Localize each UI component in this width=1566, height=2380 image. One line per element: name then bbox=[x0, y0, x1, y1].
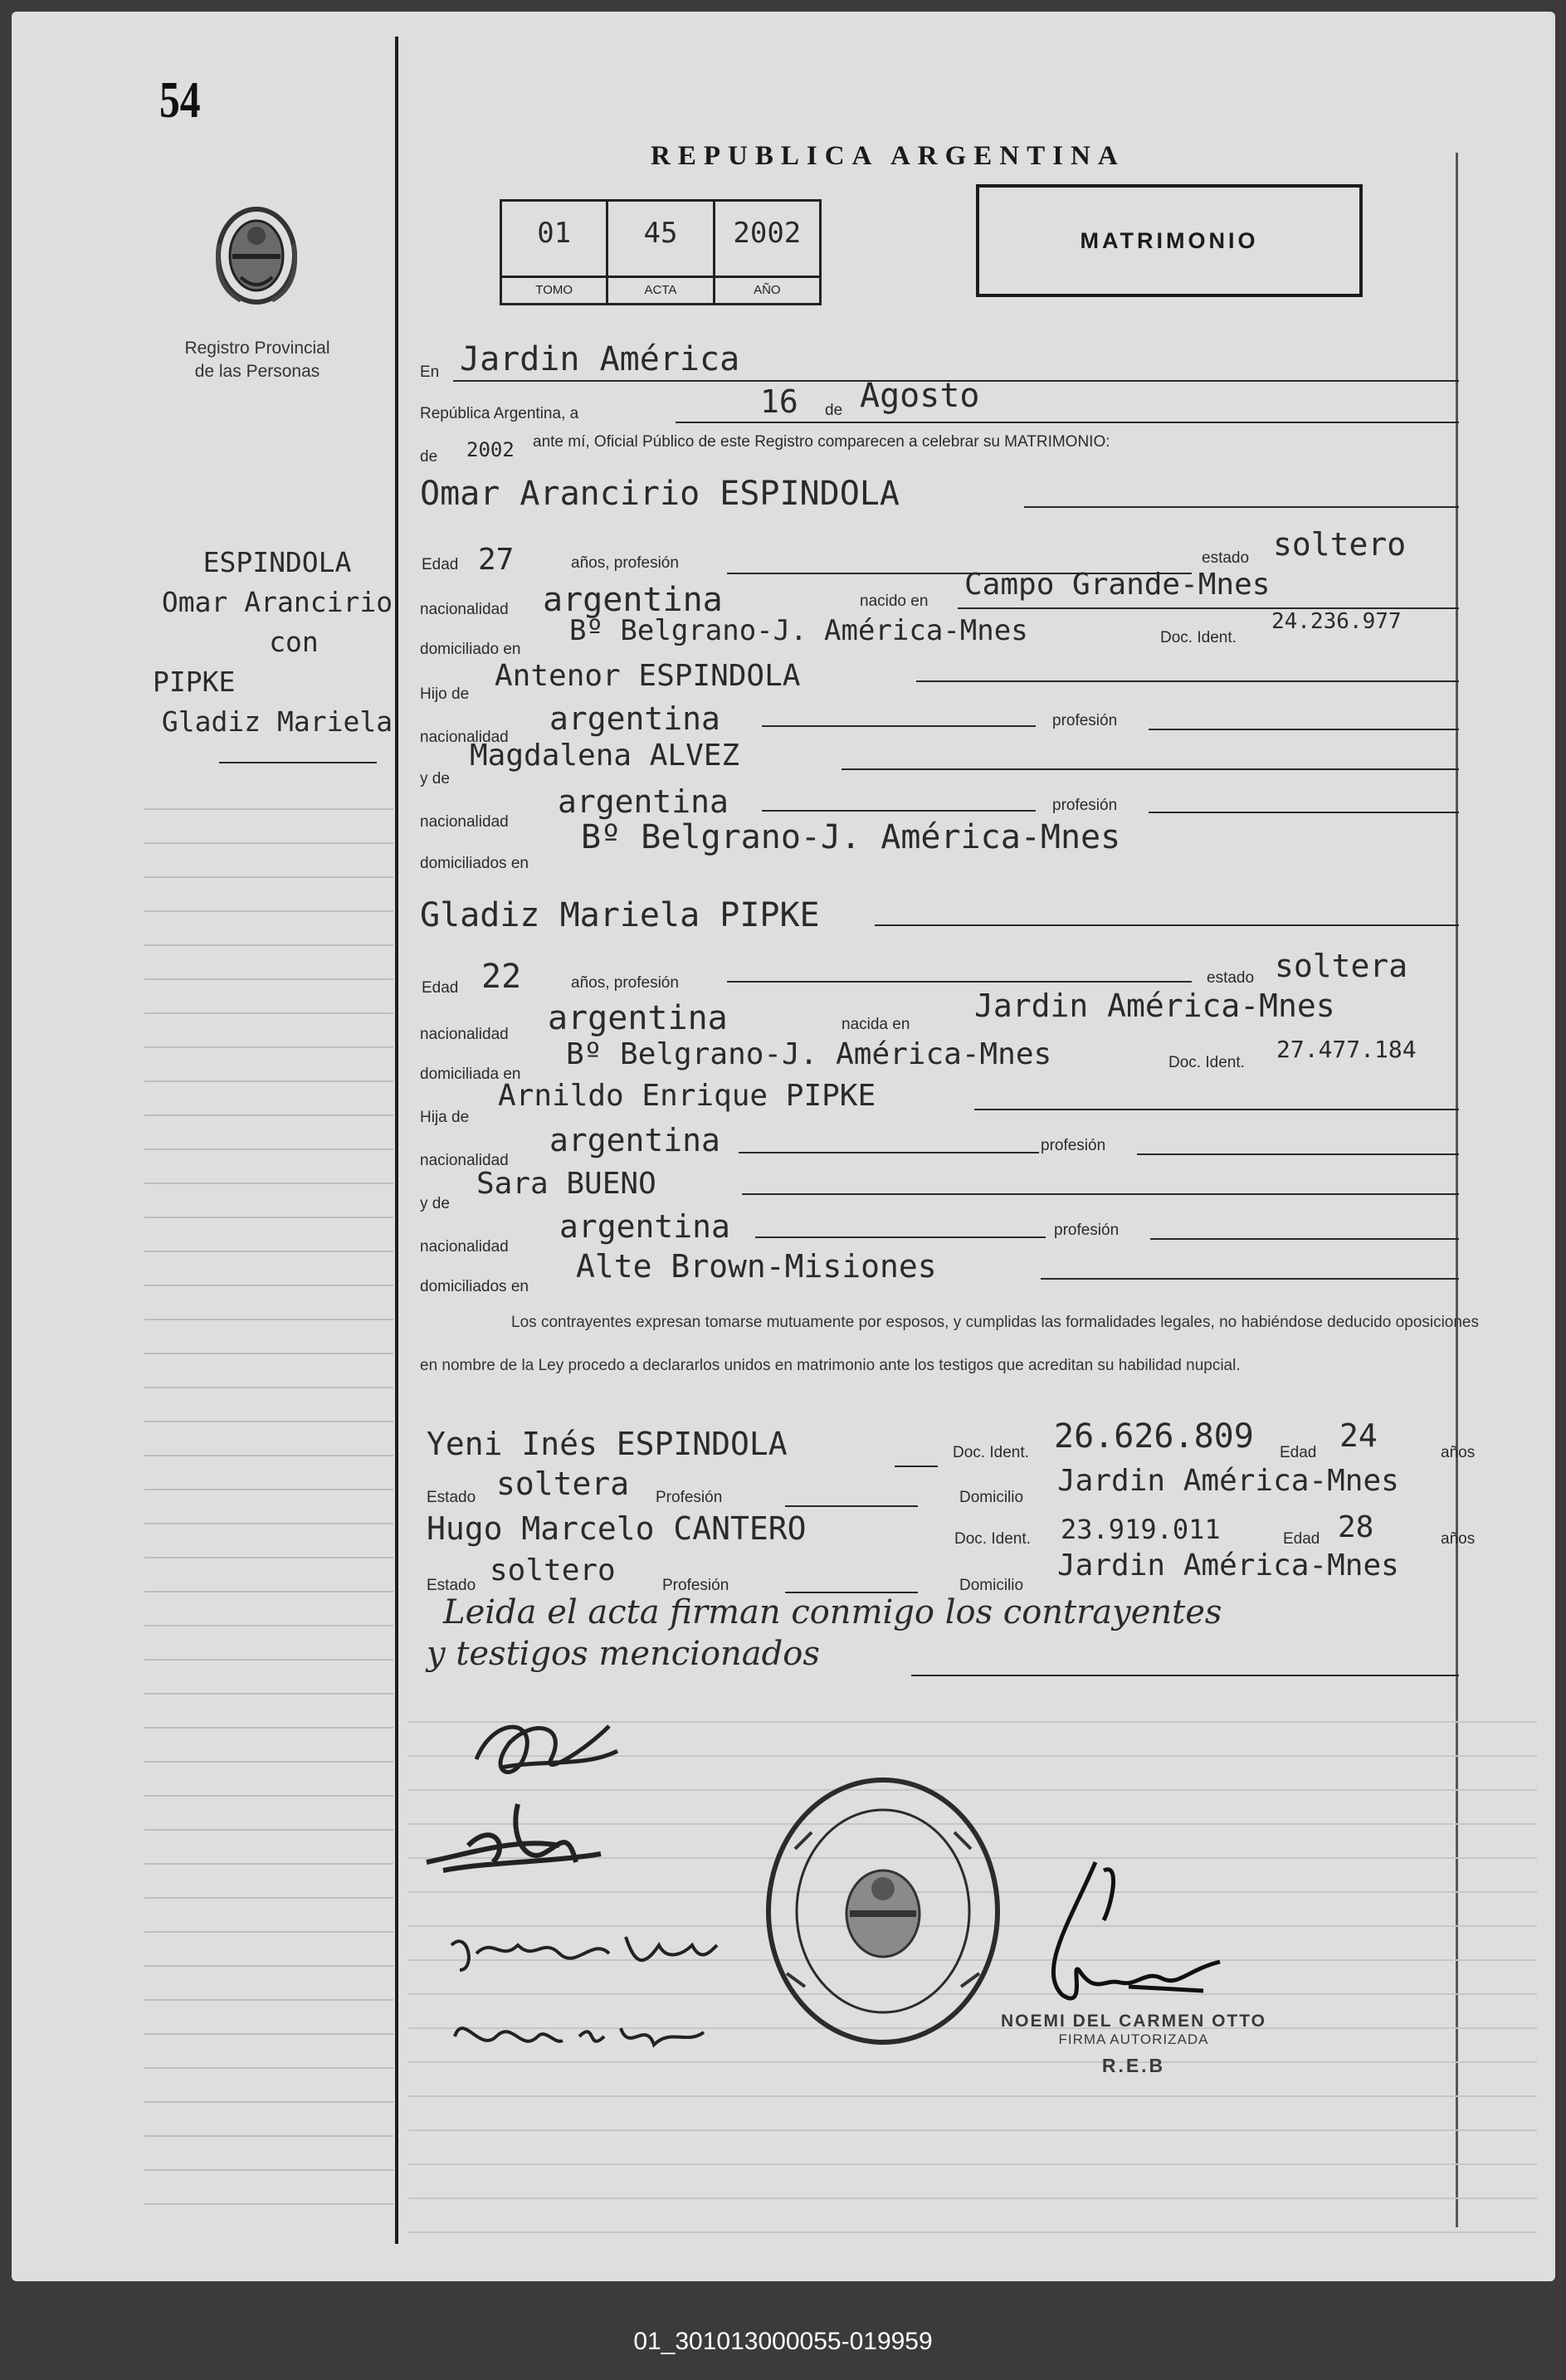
groom-doc-label: Doc. Ident. bbox=[1160, 629, 1237, 646]
margin-rule bbox=[144, 1046, 393, 1048]
bride-father-underline bbox=[974, 1109, 1459, 1110]
bride-doc-label: Doc. Ident. bbox=[1168, 1054, 1245, 1071]
groom-hijo-label: Hijo de bbox=[420, 685, 470, 703]
margin-rule bbox=[144, 1557, 393, 1558]
margin-rule bbox=[144, 842, 393, 844]
bride-parents-dom-value: Alte Brown-Misiones bbox=[576, 1248, 937, 1285]
legal-declaration-text: Los contrayentes expresan tomarse mutuamente por esposos, y cumplidas las formalidades legales, no habiéndose deducido oposiciones en nombre de la Ley procedo a declararlos unidos en matrimonio ante los testigos que acreditan su habilidad nupcial. bbox=[420, 1314, 1479, 1374]
margin-rule bbox=[144, 1591, 393, 1592]
de-label: de bbox=[825, 402, 843, 419]
groom-father-nac-underline bbox=[762, 725, 1036, 727]
margin-rule bbox=[144, 1421, 393, 1422]
witness-1-name: Yeni Inés ESPINDOLA bbox=[427, 1426, 788, 1462]
signature-groom bbox=[460, 1701, 626, 1801]
margin-note-line: PIPKE bbox=[153, 666, 236, 698]
witness-2-estado-label: Estado bbox=[427, 1577, 476, 1594]
body-rule bbox=[408, 2163, 1537, 2165]
bride-name-underline bbox=[875, 924, 1459, 926]
bride-yde-label: y de bbox=[420, 1195, 450, 1212]
witness-1-dom-value: Jardin América-Mnes bbox=[1057, 1464, 1399, 1498]
official-seal-icon bbox=[762, 1774, 1004, 2048]
official-name: NOEMI DEL CARMEN OTTO bbox=[1000, 2012, 1267, 2031]
margin-rule bbox=[144, 1183, 393, 1184]
margin-rule bbox=[144, 2033, 393, 2035]
margin-rule bbox=[144, 1114, 393, 1116]
body-rule bbox=[408, 2197, 1537, 2199]
margin-rule bbox=[144, 1761, 393, 1763]
date-underline bbox=[676, 422, 1459, 423]
groom-father-name: Antenor ESPINDOLA bbox=[495, 659, 801, 693]
margin-divider bbox=[395, 37, 398, 2244]
margin-note bbox=[136, 543, 418, 742]
groom-father-nac-value: argentina bbox=[549, 700, 720, 737]
witness-2-edad-value: 28 bbox=[1338, 1510, 1374, 1544]
witness-2-edad-label: Edad bbox=[1283, 1530, 1320, 1548]
witness-1-doc-value: 26.626.809 bbox=[1054, 1417, 1254, 1456]
margin-rule bbox=[144, 2135, 393, 2137]
record-page bbox=[12, 12, 1555, 2281]
tomo-label: TOMO bbox=[502, 276, 606, 303]
signature-witness-1 bbox=[443, 1920, 725, 1987]
margin-rule bbox=[144, 876, 393, 878]
margin-rule bbox=[144, 1319, 393, 1320]
margin-note-line: ESPINDOLA bbox=[202, 546, 352, 578]
bride-mother-nac-underline bbox=[755, 1236, 1046, 1238]
margin-rule bbox=[144, 1863, 393, 1865]
margin-rule bbox=[144, 1387, 393, 1388]
month-value: Agosto bbox=[860, 377, 980, 415]
witness-1-estado-value: soltera bbox=[496, 1466, 630, 1502]
legal-declaration bbox=[420, 1301, 1479, 1388]
groom-mother-nac-value: argentina bbox=[558, 783, 729, 820]
groom-doc-value: 24.236.977 bbox=[1271, 609, 1402, 634]
right-border-line bbox=[1456, 153, 1458, 2227]
republica-label: República Argentina, a bbox=[420, 405, 579, 422]
witness-1-edad-value: 24 bbox=[1339, 1417, 1378, 1454]
margin-rule bbox=[144, 1489, 393, 1490]
groom-domicilio-label: domiciliado en bbox=[420, 641, 521, 658]
official-title: FIRMA AUTORIZADA bbox=[1058, 2031, 1209, 2047]
bride-parents-dom-label: domiciliados en bbox=[420, 1278, 529, 1295]
anio-label: AÑO bbox=[715, 276, 819, 303]
bride-mother-prof-label: profesión bbox=[1054, 1222, 1120, 1239]
margin-rule bbox=[144, 1727, 393, 1729]
closing-line-1: Leida el acta firman conmigo los contrayentes bbox=[443, 1593, 1222, 1631]
groom-name: Omar Arancirio ESPINDOLA bbox=[420, 475, 900, 513]
margin-rule bbox=[144, 1659, 393, 1661]
margin-rule bbox=[144, 1523, 393, 1524]
groom-mother-prof-line bbox=[1149, 812, 1459, 813]
groom-father-prof-line bbox=[1149, 729, 1459, 730]
bride-doc-value: 27.477.184 bbox=[1276, 1036, 1417, 1063]
de2-label: de bbox=[420, 448, 438, 466]
groom-estado-value: soltero bbox=[1273, 526, 1407, 563]
margin-rule bbox=[144, 1251, 393, 1252]
bride-estado-value: soltera bbox=[1275, 948, 1408, 984]
bride-parents-dom-underline bbox=[1041, 1278, 1459, 1280]
closing-underline bbox=[911, 1675, 1459, 1676]
anio-cell bbox=[715, 202, 819, 303]
official-block bbox=[976, 2012, 1291, 2077]
margin-rule bbox=[144, 1897, 393, 1899]
place-value: Jardin América bbox=[460, 340, 740, 378]
intro-text: ante mí, Oficial Público de este Registro comparecen a celebrar su MATRIMONIO: bbox=[533, 433, 1110, 451]
margin-rule bbox=[144, 1455, 393, 1456]
witness-2-doc-label: Doc. Ident. bbox=[954, 1530, 1031, 1548]
margin-rule bbox=[144, 1999, 393, 2001]
record-number-box bbox=[500, 199, 822, 305]
groom-name-underline bbox=[1024, 506, 1459, 508]
body-rule bbox=[408, 2231, 1537, 2233]
margin-rule bbox=[144, 808, 393, 810]
groom-nacido-value: Campo Grande-Mnes bbox=[964, 568, 1271, 602]
groom-mother-prof-label: profesión bbox=[1052, 797, 1118, 814]
margin-rule bbox=[144, 1693, 393, 1695]
margin-note-line: con bbox=[269, 626, 319, 658]
acta-value: 45 bbox=[643, 217, 678, 250]
groom-domicilio-value: Bº Belgrano-J. América-Mnes bbox=[569, 614, 1028, 647]
registry-office-line-1: Registro Provincial bbox=[184, 339, 330, 358]
witness-1-estado-label: Estado bbox=[427, 1489, 476, 1506]
groom-estado-label: estado bbox=[1202, 549, 1250, 567]
groom-parents-dom-label: domiciliados en bbox=[420, 855, 529, 872]
signature-bride bbox=[418, 1787, 609, 1904]
margin-rule bbox=[144, 1931, 393, 1933]
groom-mother-nac-label: nacionalidad bbox=[420, 813, 509, 831]
groom-edad-value: 27 bbox=[478, 543, 515, 577]
left-margin bbox=[12, 12, 393, 2281]
en-label: En bbox=[420, 363, 440, 381]
witness-1-prof-line bbox=[785, 1505, 918, 1507]
witness-2-anios-label: años bbox=[1441, 1530, 1476, 1548]
margin-rule bbox=[144, 910, 393, 912]
record-type-box: MATRIMONIO bbox=[976, 184, 1363, 297]
bride-father-nac-label: nacionalidad bbox=[420, 1152, 509, 1169]
margin-rule bbox=[144, 1795, 393, 1797]
groom-nacionalidad-label: nacionalidad bbox=[420, 601, 509, 618]
body-rule bbox=[408, 2129, 1537, 2131]
bride-edad-label: Edad bbox=[422, 979, 459, 997]
day-value: 16 bbox=[760, 383, 798, 420]
groom-anios-label: años, profesión bbox=[571, 554, 679, 572]
bride-nacionalidad-value: argentina bbox=[548, 999, 728, 1037]
margin-rule bbox=[144, 1625, 393, 1626]
bride-hija-label: Hija de bbox=[420, 1109, 470, 1126]
groom-yde-label: y de bbox=[420, 770, 450, 788]
witness-2-dom-value: Jardin América-Mnes bbox=[1057, 1548, 1399, 1583]
margin-rule bbox=[144, 1012, 393, 1014]
margin-rule bbox=[144, 1285, 393, 1286]
groom-mother-nac-underline bbox=[762, 810, 1036, 812]
margin-rule bbox=[144, 1829, 393, 1831]
bride-mother-underline bbox=[742, 1193, 1459, 1195]
witness-2-dom-label: Domicilio bbox=[959, 1577, 1024, 1594]
margin-rule bbox=[144, 1217, 393, 1218]
margin-rule bbox=[144, 2101, 393, 2103]
anio-value: 2002 bbox=[733, 217, 802, 250]
bride-father-prof-line bbox=[1137, 1153, 1459, 1155]
margin-rule bbox=[144, 2067, 393, 2069]
groom-edad-label: Edad bbox=[422, 556, 459, 573]
groom-father-prof-label: profesión bbox=[1052, 712, 1118, 729]
acta-label: ACTA bbox=[608, 276, 712, 303]
margin-rule bbox=[144, 944, 393, 946]
body-rule bbox=[408, 2095, 1537, 2097]
margin-rule bbox=[144, 1149, 393, 1150]
bride-mother-prof-line bbox=[1150, 1238, 1459, 1240]
witness-1-edad-label: Edad bbox=[1280, 1444, 1317, 1461]
bride-nacionalidad-label: nacionalidad bbox=[420, 1026, 509, 1043]
groom-father-underline bbox=[916, 680, 1459, 682]
bride-father-prof-label: profesión bbox=[1041, 1137, 1106, 1154]
bride-father-name: Arnildo Enrique PIPKE bbox=[498, 1079, 876, 1113]
folio-number: 54 bbox=[159, 72, 201, 129]
margin-rule bbox=[144, 2169, 393, 2171]
bride-estado-label: estado bbox=[1207, 969, 1255, 987]
margin-rule bbox=[144, 978, 393, 980]
witness-2-prof-label: Profesión bbox=[662, 1577, 729, 1594]
witness-1-anios-label: años bbox=[1441, 1444, 1476, 1461]
acta-cell bbox=[608, 202, 715, 303]
bride-father-nac-underline bbox=[739, 1152, 1039, 1153]
witness-1-name-underline bbox=[895, 1466, 938, 1467]
official-initials: R.E.B bbox=[1101, 2055, 1166, 2076]
witness-2-doc-value: 23.919.011 bbox=[1061, 1514, 1221, 1545]
closing-line-2: y testigos mencionados bbox=[427, 1635, 820, 1673]
groom-parents-dom-value: Bº Belgrano-J. América-Mnes bbox=[581, 818, 1121, 856]
bride-domicilio-value: Bº Belgrano-J. América-Mnes bbox=[566, 1037, 1052, 1071]
witness-1-prof-label: Profesión bbox=[656, 1489, 723, 1506]
image-footer-id: 01_301013000055-019959 bbox=[633, 2328, 933, 2355]
year-value: 2002 bbox=[466, 438, 515, 461]
signature-witness-2 bbox=[446, 2003, 712, 2070]
bride-mother-nac-value: argentina bbox=[559, 1208, 730, 1245]
margin-rule bbox=[144, 1965, 393, 1967]
groom-father-nac-label: nacionalidad bbox=[420, 729, 509, 746]
margin-note-line: Omar Arancirio bbox=[161, 586, 393, 618]
groom-mother-name: Magdalena ALVEZ bbox=[470, 739, 740, 773]
tomo-value: 01 bbox=[537, 217, 572, 250]
bride-edad-value: 22 bbox=[481, 958, 522, 996]
witness-1-doc-label: Doc. Ident. bbox=[953, 1444, 1029, 1461]
margin-rule bbox=[144, 2203, 393, 2205]
witness-2-estado-value: soltero bbox=[490, 1553, 616, 1587]
registry-office-label bbox=[151, 337, 363, 383]
groom-nacido-label: nacido en bbox=[860, 593, 929, 610]
bride-nacida-label: nacida en bbox=[842, 1016, 910, 1033]
witness-1-dom-label: Domicilio bbox=[959, 1489, 1024, 1506]
bride-nacida-value: Jardin América-Mnes bbox=[974, 988, 1335, 1024]
bride-domicilio-label: domiciliada en bbox=[420, 1066, 521, 1083]
margin-note-underline bbox=[219, 762, 377, 763]
bride-anios-label: años, profesión bbox=[571, 974, 679, 992]
provincial-crest-icon bbox=[207, 194, 305, 310]
margin-rule bbox=[144, 1080, 393, 1082]
bride-mother-nac-label: nacionalidad bbox=[420, 1238, 509, 1256]
registry-office-line-2: de las Personas bbox=[194, 362, 320, 381]
witness-2-name: Hugo Marcelo CANTERO bbox=[427, 1510, 807, 1547]
country-heading: REPUBLICA ARGENTINA bbox=[651, 141, 1125, 171]
margin-note-line: Gladiz Mariela bbox=[161, 705, 393, 738]
bride-father-nac-value: argentina bbox=[549, 1122, 720, 1158]
groom-nacionalidad-value: argentina bbox=[543, 581, 723, 619]
signature-official bbox=[1012, 1854, 1228, 2020]
groom-mother-underline bbox=[842, 768, 1459, 770]
bride-profesion-line bbox=[727, 981, 1192, 983]
bride-name: Gladiz Mariela PIPKE bbox=[420, 896, 820, 934]
bride-mother-name: Sara BUENO bbox=[476, 1167, 656, 1201]
tomo-cell bbox=[502, 202, 608, 303]
margin-rule bbox=[144, 1353, 393, 1354]
